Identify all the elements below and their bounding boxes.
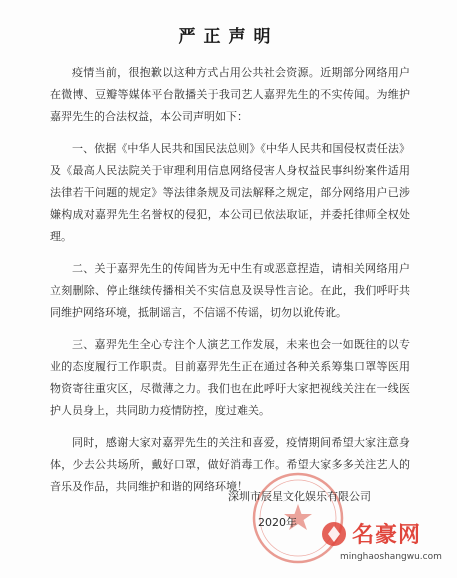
paragraph-intro: 疫情当前，很抱歉以这种方式占用公共社会资源。近期部分网络用户在微博、豆瓣等媒体平台散播关于我司艺人嘉羿先生的不实传闻。为维护嘉羿先生的合法权益，本公司声明如下： [50,66,410,123]
document-title: 严正声明 [178,27,279,47]
watermark-name: 名豪网 [352,523,422,548]
signature-date: 2020年 [258,516,297,529]
paragraph-2: 二、关于嘉羿先生的传闻皆为无中生有或恶意捏造，请相关网络用户立刻删除、停止继续传播相关不实信息及误导性言论。在此，我们呼吁共同维护网络环境，抵制谣言，不信谣不传谣，切勿以讹传讹。 [50,262,410,319]
paragraph-1: 一、依据《中华人民共和国民法总则》《中华人民共和国侵权责任法》及《最高人民法院关于审理利用信息网络侵害人身权益民事纠纷案件适用法律若干问题的规定》等法律条规及司法解释之规定，部分网络用户已涉嫌构成对嘉羿先生名誉权的侵犯，本公司已依法取证，并委托律师全权处理。 [50,142,410,243]
document-body [50,62,410,502]
watermark-url: minghaoshangwu.com [340,552,442,562]
paragraph-4: 同时，感谢大家对嘉羿先生的关注和喜爱，疫情期间希望大家注意身体，少去公共场所，戴好口罩，做好消毒工作。希望大家多多关注艺人的音乐及作品，共同维护和谐的网络环境！ [50,436,410,493]
signature-company: 深圳市辰星文化娱乐有限公司 [228,490,371,503]
paragraph-3: 三、嘉羿先生全心专注个人演艺工作发展，未来也会一如既往的以专业的态度履行工作职责。目前嘉羿先生正在通过各种关系筹集口罩等医用物资寄往重灾区，尽微薄之力。我们也在此呼吁大家把视线关注在一线医护人员身上，共同助力疫情防控，度过难关。 [50,338,410,417]
